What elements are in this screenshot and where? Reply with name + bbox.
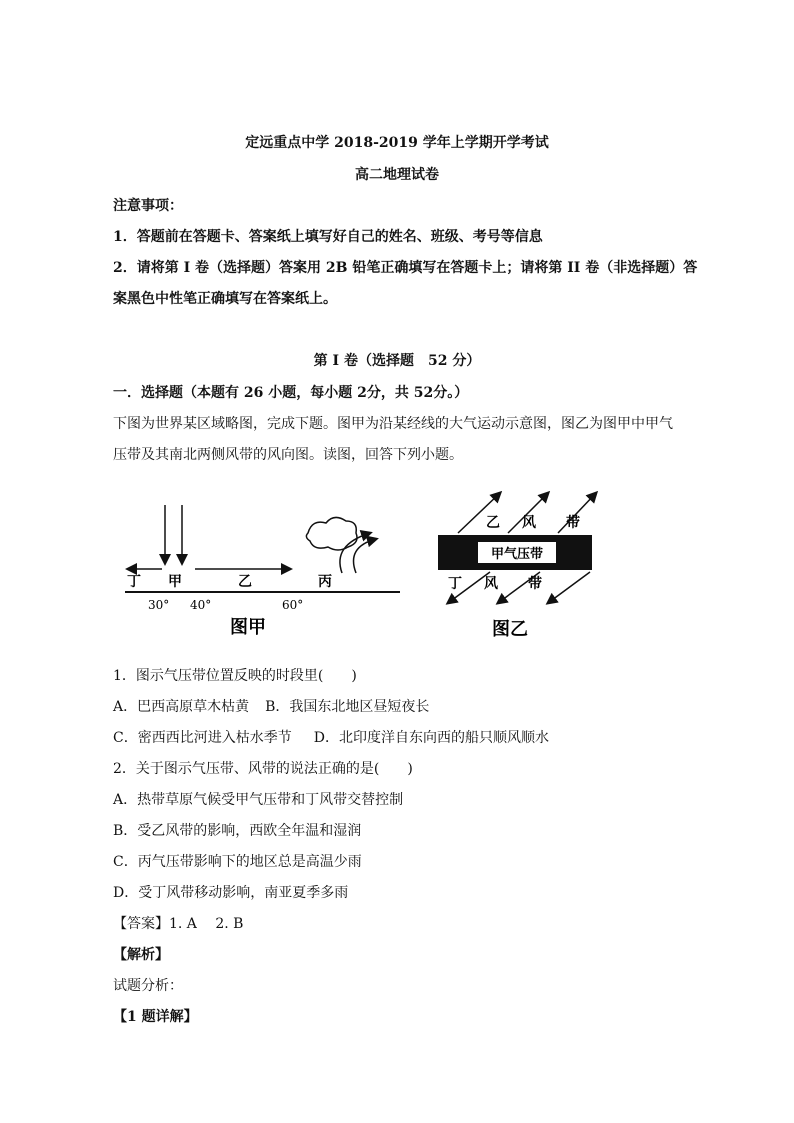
intro-line-2: 压带及其南北两侧风带的风向图。读图，回答下列小题。 <box>113 447 463 463</box>
label-ding: 丁 <box>127 574 141 590</box>
question-1-options-cd <box>113 728 549 748</box>
wind-arrow-ding-3 <box>548 572 590 603</box>
question-1-options-ab <box>113 697 429 717</box>
atmosphere-figure <box>110 485 610 645</box>
bottom-belt-char-2: 风 <box>484 576 498 592</box>
section-title: 第 I 卷（选择题 52 分） <box>313 353 481 369</box>
label-jia: 甲 <box>168 574 182 590</box>
answer-line: 【答案】1. A 2. B <box>113 916 244 932</box>
bottom-belt-char-1: 丁 <box>448 576 462 592</box>
q1-option-c: C．密西西比河进入枯水季节 <box>113 730 292 746</box>
figure-jia <box>125 505 400 638</box>
notice-item-2-line-2: 案黑色中性笔正确填写在答案纸上。 <box>113 291 337 307</box>
q1-option-d: D．北印度洋自东向西的船只顺风顺水 <box>313 730 549 746</box>
question-1: 1．图示气压带位置反映的时段里( ) <box>113 668 357 684</box>
q2-option-c: C．丙气压带影响下的地区总是高温少雨 <box>113 854 362 870</box>
notice-item-2-line-1: 2．请将第 I 卷（选择题）答案用 2B 铅笔正确填写在答题卡上；请将第 II 卷（非选择题）答 <box>113 260 698 276</box>
exam-subtitle: 高二地理试卷 <box>355 167 439 183</box>
tick-30: 30° <box>148 598 170 612</box>
label-bing: 丙 <box>318 574 332 590</box>
label-yi: 乙 <box>238 574 252 590</box>
q1-option-a: A．巴西高原草木枯黄 <box>113 699 250 715</box>
part-heading: 一．选择题（本题有 26 小题，每小题 2分，共 52分。） <box>113 385 469 401</box>
exam-title: 定远重点中学 2018-2019 学年上学期开学考试 <box>245 135 549 151</box>
caption-jia: 图甲 <box>230 617 266 638</box>
notice-item-1: 1．答题前在答题卡、答案纸上填写好自己的姓名、班级、考号等信息 <box>113 229 543 245</box>
analysis-heading: 【解析】 <box>113 947 169 963</box>
top-belt-char-1: 乙 <box>486 515 500 531</box>
notice-heading: 注意事项： <box>113 198 183 214</box>
q2-option-b: B．受乙风带的影响，西欧全年温和湿润 <box>113 823 362 839</box>
tick-60: 60° <box>282 598 304 612</box>
q1-option-b: B．我国东北地区昼短夜长 <box>265 699 430 715</box>
bottom-belt-char-3: 带 <box>528 576 542 592</box>
figure-yi <box>438 493 596 640</box>
q2-option-d: D．受丁风带移动影响，南亚夏季多雨 <box>113 885 349 901</box>
q1-detail-heading: 【1 题详解】 <box>113 1009 198 1025</box>
tick-40: 40° <box>190 598 212 612</box>
top-belt-char-3: 带 <box>566 515 580 531</box>
rising-arrow-2 <box>354 539 377 573</box>
pressure-belt-label: 甲气压带 <box>490 547 544 562</box>
question-2: 2．关于图示气压带、风带的说法正确的是( ) <box>113 761 413 777</box>
top-belt-char-2: 风 <box>522 515 536 531</box>
q2-option-a: A．热带草原气候受甲气压带和丁风带交替控制 <box>113 792 404 808</box>
intro-line-1: 下图为世界某区域略图，完成下题。图甲为沿某经线的大气运动示意图，图乙为图甲中甲气 <box>113 416 673 432</box>
analysis-intro: 试题分析： <box>113 978 183 994</box>
caption-yi: 图乙 <box>492 619 528 640</box>
cloud-icon <box>306 517 357 550</box>
